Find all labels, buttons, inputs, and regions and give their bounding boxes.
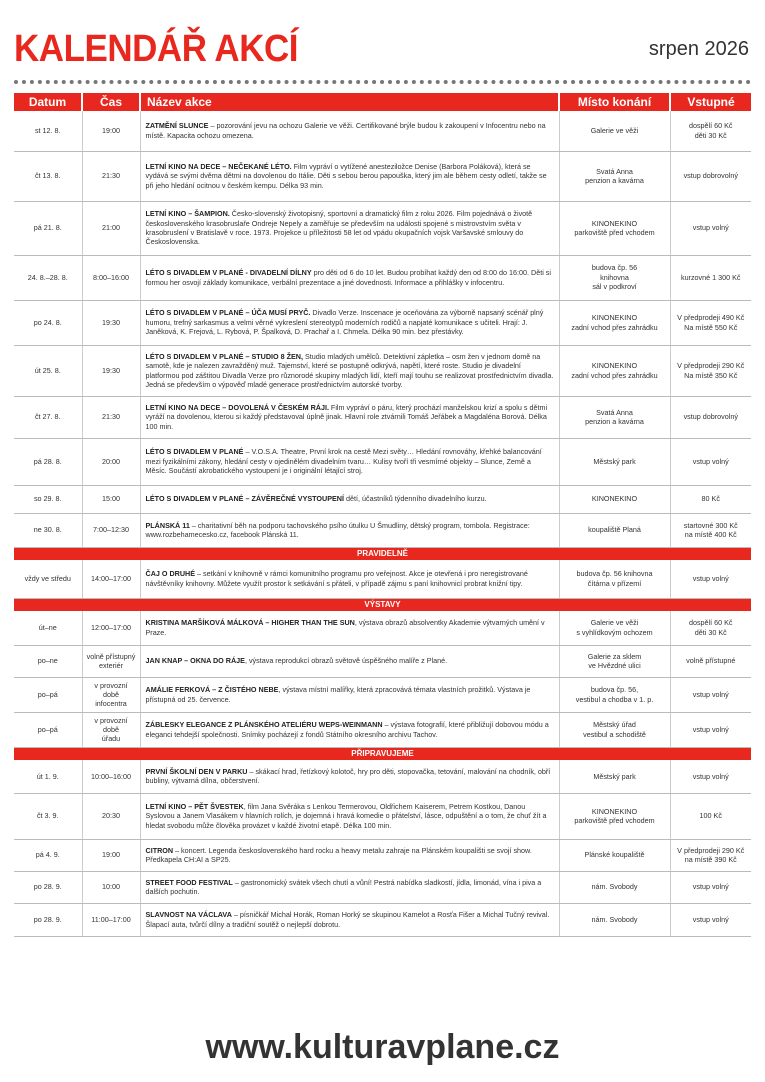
price-cell <box>670 560 751 598</box>
event-description: Film vypráví o páru, který prochází manželskou krizí a spolu s dětmi vyráží na dovolenou, kterou si každý představoval úplně jinak. Hlavní role ztvárnili Tomáš Jeřábek a Magdaléna Borová. Délka 100 min. <box>145 402 548 431</box>
table-row <box>14 345 751 396</box>
event-description: , výstava obrazů absolventky Akademie výtvarných umění v Praze. <box>145 618 545 637</box>
time-cell <box>82 645 140 677</box>
price-cell <box>670 793 751 839</box>
price-cell-text: kurzovné 1 300 Kč <box>680 272 741 282</box>
place-cell-text: Městský park <box>593 771 636 781</box>
date-cell <box>14 396 82 438</box>
date-cell <box>14 111 82 151</box>
event-description: , výstava reprodukcí obrazů světově úspěšného malíře z Plané. <box>244 656 448 666</box>
event-description: – gastronomický svátek všech chutí a vůní! Pestrá nabídka sladkostí, jídla, limonád, vína i piva a dalších pochutin. <box>145 877 542 897</box>
page-title: KALENDÁŘ AKCÍ <box>14 28 299 70</box>
event-cell <box>140 485 559 513</box>
event-description: pro děti od 6 do 10 let. Budou probíhat každý den od 8:00 do 16:00. Děti si formou her osvojí základy komunikace, verbální prezentace a jiné dovednosti. Informace a přihlášky v infocentru. <box>145 268 551 287</box>
date-cell-text: út 1. 9. <box>36 771 59 781</box>
table-row <box>14 151 751 201</box>
event-name: ČAJ O DRUHÉ <box>145 569 196 579</box>
table-row <box>14 839 751 871</box>
event-name: LETNÍ KINO NA DECE – NEČEKANÉ LÉTO. <box>145 161 292 171</box>
section-upcoming <box>14 747 751 760</box>
time-cell-text: 14:00–17:00 <box>91 574 131 584</box>
date-cell <box>14 645 82 677</box>
event-description: , film Jana Svěráka s Lenkou Termerovou, Oldřichem Kaiserem, Petrem Kostkou, Danou Syslovou a Janem Vlasákem v hlavních rolích, je dojemná i hravá komedie o přátelství, lásce, odpuštění a o tom, že chuť žít a hledat svobodu může člověka provázet v každé životní etapě. Délka 100 min. <box>145 802 547 830</box>
price-cell <box>670 903 751 936</box>
date-cell <box>14 560 82 598</box>
place-cell-text: Galerie ve věži s vyhlídkovým ochozem <box>576 618 653 637</box>
time-cell <box>82 712 140 747</box>
event-name: LETNÍ KINO – PĚT ŠVESTEK <box>145 802 244 812</box>
time-cell <box>82 345 140 396</box>
price-cell-text: 100 Kč <box>699 811 722 821</box>
event-description: – pozorování jevu na ochozu Galerie ve věži. Certifikované brýle budou k zakoupení v Infocentru nebo na místě. Kapacita ochozu omezena. <box>145 121 546 140</box>
date-cell <box>14 839 82 871</box>
event-description: Film vypráví o vytížené anesteziložce Denise (Barbora Poláková), která se vydává se svými dvěma dětmi na dovolenou do Itálie. Děti s sebou berou papouška, který jim ale během cesty odletí, takže se při jeho hledání ocitnou v českém kempu. Délka 93 min. <box>145 161 547 190</box>
time-cell-text: 10:00 <box>102 882 120 892</box>
footer-url[interactable]: www.kulturavplane.cz <box>205 1028 560 1066</box>
table-row <box>14 793 751 839</box>
date-cell-text: st 12. 8. <box>34 126 61 136</box>
date-cell-text: pá 28. 8. <box>33 456 62 466</box>
event-description: – písničkář Michal Horák, Roman Horký se skupinou Kamelot a Rosťa Fišer a Michal Tučný revival. Šlapací auta, tvůrčí dílny a tradiční soutěž o nejlepší dobrotu. <box>145 910 550 929</box>
date-cell-text: po–pá <box>37 689 58 699</box>
date-cell-text: ne 30. 8. <box>33 525 62 535</box>
date-cell-text: čt 27. 8. <box>34 412 61 422</box>
price-cell <box>670 645 751 677</box>
event-name: LÉTO S DIVADLEM V PLANÉ – ZÁVĚREČNÉ VYSTOUPENÍ <box>145 494 344 504</box>
event-cell <box>140 255 559 300</box>
event-cell <box>140 903 559 936</box>
date-cell-text: út–ne <box>38 623 57 633</box>
table-row <box>14 712 751 747</box>
place-cell-text: nám. Svobody <box>591 914 638 924</box>
event-description: – skákací hrad, řetízkový kolotoč, hry pro děti, stopovačka, tetování, malování na chodník, obří bubliny, výtvarná dílna, občerstvení. <box>145 767 551 786</box>
price-cell-text: dospělí 60 Kč děti 30 Kč <box>688 618 733 637</box>
place-cell <box>559 151 670 201</box>
place-cell-text: KINONEKINO parkoviště před vchodem <box>574 218 655 237</box>
event-name: PLÁNSKÁ 11 <box>145 520 190 530</box>
section-upcoming-label: PŘIPRAVUJEME <box>14 747 751 760</box>
price-cell-text: vstup dobrovolný <box>683 171 738 181</box>
time-cell <box>82 201 140 255</box>
month-label: srpen 2026 <box>648 38 749 60</box>
event-name: KRISTINA MARŠÍKOVÁ MÁLKOVÁ – HIGHER THAN THE SUN <box>145 618 355 628</box>
time-cell-text: 12:00–17:00 <box>91 623 131 633</box>
price-cell <box>670 712 751 747</box>
place-cell <box>559 839 670 871</box>
price-cell <box>670 345 751 396</box>
time-cell <box>82 255 140 300</box>
date-cell <box>14 151 82 201</box>
time-cell <box>82 793 140 839</box>
date-cell-text: so 29. 8. <box>33 494 62 504</box>
time-cell <box>82 151 140 201</box>
place-cell <box>559 903 670 936</box>
event-cell <box>140 201 559 255</box>
price-cell <box>670 438 751 485</box>
date-cell-text: po–pá <box>37 724 58 734</box>
table-row <box>14 611 751 645</box>
time-cell-text: 10:00–16:00 <box>91 771 131 781</box>
event-name: ZATMĚNÍ SLUNCE <box>145 121 209 131</box>
price-cell <box>670 513 751 547</box>
place-cell <box>559 760 670 793</box>
date-cell <box>14 300 82 345</box>
place-cell <box>559 513 670 547</box>
time-cell-text: volně přístupný exteriér <box>86 651 136 670</box>
event-name: PRVNÍ ŠKOLNÍ DEN V PARKU <box>145 767 248 777</box>
date-cell <box>14 712 82 747</box>
event-cell <box>140 151 559 201</box>
place-cell-text: Galerie za sklem ve Hvězdné ulici <box>587 651 642 670</box>
event-name: ZÁBLESKY ELEGANCE Z PLÁNSKÉHO ATELIÉRU WEPS-WEINMANN <box>145 720 383 730</box>
date-cell <box>14 760 82 793</box>
price-cell-text: volně přístupné <box>686 656 736 666</box>
date-cell-text: čt 3. 9. <box>36 811 59 821</box>
place-cell-text: nám. Svobody <box>591 882 638 892</box>
price-cell <box>670 611 751 645</box>
date-cell <box>14 513 82 547</box>
time-cell <box>82 438 140 485</box>
price-cell-text: dospělí 60 Kč děti 30 Kč <box>688 121 733 140</box>
event-name: STREET FOOD FESTIVAL <box>145 877 233 887</box>
events-table <box>14 93 751 937</box>
section-regular <box>14 547 751 560</box>
place-cell <box>559 677 670 712</box>
section-exhibitions-label: VÝSTAVY <box>14 598 751 611</box>
time-cell <box>82 677 140 712</box>
price-cell <box>670 255 751 300</box>
event-cell <box>140 438 559 485</box>
price-cell <box>670 151 751 201</box>
time-cell <box>82 903 140 936</box>
place-cell-text: Galerie ve věži <box>590 126 639 136</box>
place-cell-text: KINONEKINO parkoviště před vchodem <box>574 806 655 826</box>
event-cell <box>140 513 559 547</box>
place-cell <box>559 396 670 438</box>
place-cell-text: budova čp. 56, vestibul a chodba v 1. p. <box>575 685 654 704</box>
event-name: LÉTO S DIVADLEM V PLANÉ – ÚČA MUSÍ PRYČ. <box>145 308 311 318</box>
event-cell <box>140 712 559 747</box>
event-cell <box>140 760 559 793</box>
column-header-place: Místo konání <box>559 93 670 111</box>
date-cell <box>14 793 82 839</box>
time-cell-text: v provozní době infocentra <box>94 680 128 709</box>
event-cell <box>140 111 559 151</box>
time-cell <box>82 513 140 547</box>
event-cell <box>140 396 559 438</box>
date-cell-text: vždy ve středu <box>24 574 71 584</box>
place-cell <box>559 712 670 747</box>
table-row <box>14 513 751 547</box>
price-cell-text: vstup volný <box>692 724 729 734</box>
section-exhibitions <box>14 598 751 611</box>
date-cell-text: po–ne <box>37 656 58 666</box>
event-cell <box>140 677 559 712</box>
table-row <box>14 760 751 793</box>
event-name: CITRON <box>145 845 174 855</box>
place-cell <box>559 645 670 677</box>
event-name: SLAVNOST NA VÁCLAVA <box>145 910 232 920</box>
table-row <box>14 300 751 345</box>
price-cell-text: V předprodeji 490 Kč Na místě 550 Kč <box>677 313 745 332</box>
time-cell-text: 19:30 <box>102 365 120 375</box>
place-cell <box>559 611 670 645</box>
place-cell <box>559 345 670 396</box>
time-cell <box>82 611 140 645</box>
column-header-price: Vstupné <box>670 93 751 111</box>
place-cell <box>559 111 670 151</box>
event-description: dětí, účastníků týdenního divadelního kurzu. <box>344 494 487 504</box>
price-cell <box>670 396 751 438</box>
place-cell-text: budova čp. 56 knihovna sál v podkroví <box>591 263 638 292</box>
price-cell-text: startovné 300 Kč na místě 400 Kč <box>683 520 738 539</box>
date-cell-text: pá 4. 9. <box>35 850 60 860</box>
table-header-row <box>14 93 751 111</box>
time-cell <box>82 111 140 151</box>
place-cell <box>559 871 670 903</box>
event-name: LETNÍ KINO NA DECE – DOVOLENÁ V ČESKÉM RÁJI. <box>145 402 329 412</box>
time-cell-text: 19:00 <box>102 850 120 860</box>
price-cell-text: 80 Kč <box>701 494 720 504</box>
time-cell-text: 21:00 <box>102 223 120 233</box>
event-cell <box>140 871 559 903</box>
date-cell <box>14 255 82 300</box>
time-cell-text: 11:00–17:00 <box>91 914 131 924</box>
event-name: LETNÍ KINO – ŠAMPION. <box>145 209 230 219</box>
dotted-divider <box>14 80 751 84</box>
time-cell <box>82 560 140 598</box>
place-cell <box>559 793 670 839</box>
time-cell <box>82 871 140 903</box>
event-cell <box>140 645 559 677</box>
price-cell <box>670 485 751 513</box>
price-cell-text: vstup volný <box>692 771 729 781</box>
time-cell <box>82 839 140 871</box>
column-header-date: Datum <box>14 93 82 111</box>
event-description: – koncert. Legenda československého hard rocku a heavy metalu zahraje na Plánském koupališti se svojí show. Předkapela CH:AI a SP25. <box>145 845 532 865</box>
event-description: , výstava místní malířky, která zpracovává témata vlastních prožitků. Výstava je přístupná od 25. července. <box>145 685 531 704</box>
time-cell-text: 8:00–16:00 <box>93 272 129 282</box>
time-cell-text: 15:00 <box>102 494 120 504</box>
price-cell <box>670 300 751 345</box>
table-row <box>14 111 751 151</box>
price-cell-text: V předprodeji 290 Kč Na místě 350 Kč <box>677 361 745 380</box>
event-cell <box>140 560 559 598</box>
event-cell <box>140 611 559 645</box>
event-description: – výstava fotografií, které přibližují dobovou módu a eleganci tehdejší společnosti. Snímky pocházejí z fondů Státního okresního archivu Tachov. <box>145 720 549 739</box>
place-cell <box>559 485 670 513</box>
price-cell <box>670 871 751 903</box>
event-description: – charitativní běh na podporu tachovského psího útulku U Šmudliny, dětský program, tombola. Registrace: www.rozbehamecesko.cz, facebook Plánská 11. <box>145 520 530 539</box>
table-row <box>14 871 751 903</box>
time-cell <box>82 396 140 438</box>
price-cell-text: vstup dobrovolný <box>683 412 738 422</box>
place-cell-text: Svatá Anna penzion a kavárna <box>585 166 644 185</box>
table-row <box>14 560 751 598</box>
price-cell <box>670 677 751 712</box>
date-cell-text: pá 21. 8. <box>33 223 62 233</box>
event-name: JAN KNAP – OKNA DO RÁJE <box>145 656 245 666</box>
date-cell-text: 24. 8.–28. 8. <box>27 272 68 282</box>
event-cell <box>140 300 559 345</box>
event-name: AMÁLIE FERKOVÁ – Z ČISTÉHO NEBE <box>145 685 279 695</box>
place-cell-text: KINONEKINO zadní vchod přes zahrádku <box>571 313 658 332</box>
time-cell <box>82 485 140 513</box>
event-description: Česko-slovenský životopisný, sportovní a dramatický film z roku 2026. Film pojednává o životě československého krasobruslaře Ondreje Nepely a zaměřuje se především na události spojené s mistrovstvím světa v krasobruslení v Bratislavě v roce. 1973. Projekce u příležitosti 58 let od vpádu okupačních vojsk Varšavské smlouvy do Československa. <box>145 209 533 247</box>
event-cell <box>140 793 559 839</box>
place-cell-text: Plánské koupaliště <box>584 850 645 860</box>
price-cell-text: V předprodeji 290 Kč na místě 390 Kč <box>677 845 745 865</box>
table-row <box>14 438 751 485</box>
date-cell <box>14 871 82 903</box>
time-cell <box>82 760 140 793</box>
table-row <box>14 677 751 712</box>
column-header-event: Název akce <box>140 93 559 111</box>
price-cell-text: vstup volný <box>692 574 729 584</box>
time-cell-text: 20:00 <box>102 456 120 466</box>
time-cell-text: 19:30 <box>102 317 120 327</box>
event-cell <box>140 839 559 871</box>
table-row <box>14 396 751 438</box>
table-row <box>14 255 751 300</box>
price-cell-text: vstup volný <box>692 914 729 924</box>
date-cell <box>14 485 82 513</box>
date-cell-text: po 24. 8. <box>33 317 62 327</box>
date-cell <box>14 438 82 485</box>
place-cell <box>559 201 670 255</box>
place-cell <box>559 255 670 300</box>
date-cell-text: po 28. 9. <box>33 882 62 892</box>
event-name: LÉTO S DIVADLEM V PLANÉ - DIVADELNÍ DÍLNY <box>145 268 312 278</box>
time-cell-text: 20:30 <box>102 811 120 821</box>
time-cell-text: 7:00–12:30 <box>93 525 129 535</box>
price-cell-text: vstup volný <box>692 882 729 892</box>
event-name: LÉTO S DIVADLEM V PLANÉ <box>145 447 244 457</box>
time-cell-text: v provozní době úřadu <box>94 715 128 744</box>
table-row <box>14 645 751 677</box>
date-cell-text: po 28. 9. <box>33 914 62 924</box>
price-cell <box>670 839 751 871</box>
date-cell <box>14 903 82 936</box>
price-cell <box>670 760 751 793</box>
event-description: – V.O.S.A. Theatre, První krok na cestě Mezi světy… Hledání rovnováhy, křehké balancování mezi fyzikálními zákony, hledání cesty v ojedinělém divadelním tvaru… Kulisy tvoří tři vesmírné objekty – Slunce, Země a Měsíc. Součástí akrobatického vystoupení je i originální létající stroj. <box>145 447 542 476</box>
place-cell-text: KINONEKINO zadní vchod přes zahrádku <box>571 361 658 380</box>
event-description: Studio mladých umělců. Detektivní zápletka – osm žen v jednom domě na samotě, kde je nalezen zavražděný muž. Tajemství, které se postupně odkrývá, napětí, které roste. Studio je divadelní platformou pod záštitou Divadla Verze pro různorodé skupiny mladých lidí, kteří mají touhu se realizovat prostřednictvím divadla. Jedná se především o výpověď mladé generace prostřednictvím autorské tvorby. <box>145 351 554 389</box>
section-regular-label: PRAVIDELNĚ <box>14 547 751 560</box>
time-cell <box>82 300 140 345</box>
price-cell-text: vstup volný <box>692 223 729 233</box>
event-description: – setkání v knihovně v rámci komunitního programu pro veřejnost. Akce je otevřená i pro neregistrované návštěvníky knihovny. Můžete využít prostor k setkávání s přáteli, v případě zájmu s paní knihovnicí probrat knižní tipy. <box>145 569 528 588</box>
price-cell <box>670 111 751 151</box>
date-cell <box>14 345 82 396</box>
place-cell-text: koupaliště Planá <box>588 525 641 535</box>
place-cell-text: Městský park <box>593 456 636 466</box>
price-cell-text: vstup volný <box>692 689 729 699</box>
place-cell-text: KINONEKINO <box>591 494 638 504</box>
event-description: Divadlo Verze. Inscenace je oceňována za výborně napsaný scénář plný humoru, trefný sarkasmus a velmi věrné vykreslení stereotypů moderních rodičů a napjaté komunikace s učiteli. Hrají: J. Janěková, K. Frejová, L. Rybová, P. Špalková, D. Prachař a I. Chmela. Délka 90 min. bez přestávky. <box>145 308 544 337</box>
event-name: LÉTO S DIVADLEM V PLANÉ – STUDIO 8 ŽEN, <box>145 351 303 361</box>
table-row <box>14 485 751 513</box>
date-cell-text: čt 13. 8. <box>34 171 61 181</box>
price-cell-text: vstup volný <box>692 456 729 466</box>
place-cell <box>559 438 670 485</box>
price-cell <box>670 201 751 255</box>
event-cell <box>140 345 559 396</box>
time-cell-text: 19:00 <box>102 126 120 136</box>
place-cell-text: Městský úřad vestibul a schodiště <box>583 720 646 739</box>
place-cell <box>559 300 670 345</box>
time-cell-text: 21:30 <box>102 171 120 181</box>
date-cell-text: út 25. 8. <box>34 365 61 375</box>
date-cell <box>14 201 82 255</box>
table-row <box>14 903 751 936</box>
column-header-time: Čas <box>82 93 140 111</box>
table-row <box>14 201 751 255</box>
place-cell-text: Svatá Anna penzion a kavárna <box>585 407 644 426</box>
place-cell-text: budova čp. 56 knihovna čítárna v přízemí <box>576 569 653 588</box>
date-cell <box>14 677 82 712</box>
time-cell-text: 21:30 <box>102 412 120 422</box>
date-cell <box>14 611 82 645</box>
place-cell <box>559 560 670 598</box>
